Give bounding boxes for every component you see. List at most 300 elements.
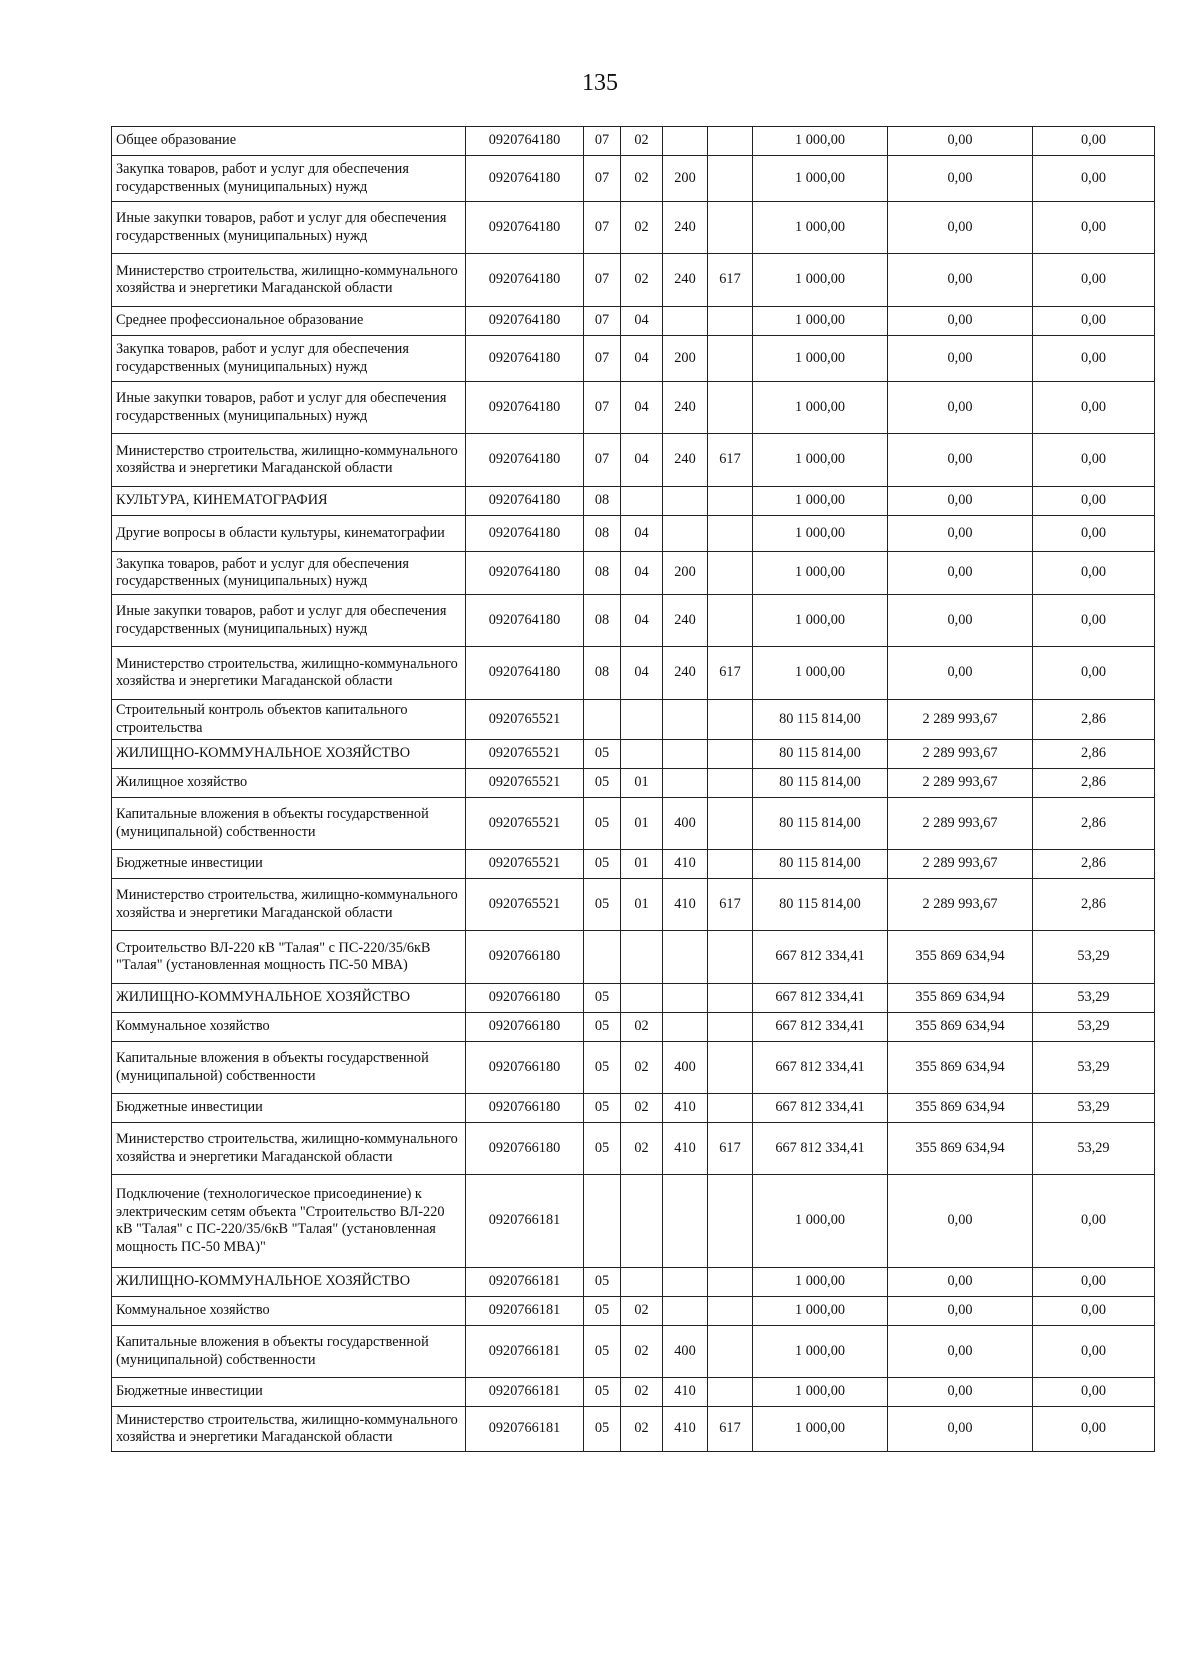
row-name: Закупка товаров, работ и услуг для обеспечения государственных (муниципальных) нужд [112, 552, 466, 595]
row-section: 08 [584, 487, 621, 516]
row-code: 0920766181 [466, 1175, 584, 1268]
row-subsection: 04 [621, 516, 663, 552]
table-row [112, 1175, 1155, 1268]
row-ministry-code [708, 1175, 753, 1268]
table-row [112, 516, 1155, 552]
row-name: Министерство строительства, жилищно-коммунального хозяйства и энергетики Магаданской области [112, 1123, 466, 1175]
row-executed-amount: 0,00 [888, 1297, 1033, 1326]
row-executed-amount: 0,00 [888, 254, 1033, 307]
row-ministry-code [708, 382, 753, 434]
row-code: 0920764180 [466, 202, 584, 254]
row-subsection: 04 [621, 434, 663, 487]
row-expense-type: 400 [663, 798, 708, 850]
row-executed-amount: 0,00 [888, 156, 1033, 202]
table-row [112, 1378, 1155, 1407]
row-section: 07 [584, 434, 621, 487]
row-percent: 53,29 [1033, 1042, 1155, 1094]
row-name: Капитальные вложения в объекты государственной (муниципальной) собственности [112, 1326, 466, 1378]
table-row [112, 434, 1155, 487]
row-percent: 0,00 [1033, 202, 1155, 254]
row-name: Капитальные вложения в объекты государственной (муниципальной) собственности [112, 1042, 466, 1094]
row-percent: 53,29 [1033, 984, 1155, 1013]
row-subsection: 02 [621, 1123, 663, 1175]
row-code: 0920765521 [466, 700, 584, 740]
row-expense-type: 410 [663, 1378, 708, 1407]
row-code: 0920764180 [466, 156, 584, 202]
row-expense-type: 200 [663, 552, 708, 595]
row-section: 05 [584, 740, 621, 769]
table-row [112, 382, 1155, 434]
table-row [112, 1268, 1155, 1297]
row-section: 08 [584, 516, 621, 552]
row-executed-amount: 0,00 [888, 1407, 1033, 1452]
row-plan-amount: 667 812 334,41 [753, 1094, 888, 1123]
row-section [584, 1175, 621, 1268]
row-subsection: 02 [621, 1326, 663, 1378]
row-ministry-code [708, 487, 753, 516]
table-row [112, 879, 1155, 931]
row-executed-amount: 355 869 634,94 [888, 1013, 1033, 1042]
row-section: 05 [584, 1378, 621, 1407]
row-percent: 2,86 [1033, 879, 1155, 931]
row-executed-amount: 355 869 634,94 [888, 1123, 1033, 1175]
row-percent: 0,00 [1033, 1268, 1155, 1297]
table-row [112, 931, 1155, 984]
row-subsection: 02 [621, 127, 663, 156]
row-name: Бюджетные инвестиции [112, 1094, 466, 1123]
row-percent: 0,00 [1033, 487, 1155, 516]
row-section: 08 [584, 552, 621, 595]
row-name: ЖИЛИЩНО-КОММУНАЛЬНОЕ ХОЗЯЙСТВО [112, 1268, 466, 1297]
row-executed-amount: 355 869 634,94 [888, 984, 1033, 1013]
row-name: Министерство строительства, жилищно-коммунального хозяйства и энергетики Магаданской области [112, 647, 466, 700]
row-ministry-code: 617 [708, 254, 753, 307]
row-section: 05 [584, 1013, 621, 1042]
row-expense-type [663, 984, 708, 1013]
row-plan-amount: 1 000,00 [753, 487, 888, 516]
table-row [112, 202, 1155, 254]
table-row [112, 700, 1155, 740]
row-subsection [621, 1268, 663, 1297]
row-percent: 0,00 [1033, 254, 1155, 307]
row-percent: 0,00 [1033, 1297, 1155, 1326]
row-expense-type: 410 [663, 850, 708, 879]
row-expense-type: 240 [663, 595, 708, 647]
row-section: 05 [584, 984, 621, 1013]
row-section [584, 931, 621, 984]
row-executed-amount: 355 869 634,94 [888, 931, 1033, 984]
row-percent: 0,00 [1033, 1326, 1155, 1378]
row-subsection [621, 1175, 663, 1268]
row-executed-amount: 2 289 993,67 [888, 879, 1033, 931]
row-ministry-code [708, 127, 753, 156]
table-row [112, 254, 1155, 307]
row-subsection: 01 [621, 879, 663, 931]
row-executed-amount: 0,00 [888, 307, 1033, 336]
row-ministry-code [708, 1297, 753, 1326]
row-name: Иные закупки товаров, работ и услуг для обеспечения государственных (муниципальных) нужд [112, 595, 466, 647]
row-executed-amount: 0,00 [888, 127, 1033, 156]
row-section: 07 [584, 156, 621, 202]
row-executed-amount: 0,00 [888, 487, 1033, 516]
row-subsection: 02 [621, 1297, 663, 1326]
budget-table [111, 126, 1155, 1452]
row-ministry-code [708, 202, 753, 254]
row-ministry-code: 617 [708, 647, 753, 700]
table-row [112, 740, 1155, 769]
row-ministry-code: 617 [708, 879, 753, 931]
row-expense-type: 410 [663, 1123, 708, 1175]
row-subsection: 01 [621, 769, 663, 798]
row-plan-amount: 1 000,00 [753, 382, 888, 434]
row-ministry-code [708, 740, 753, 769]
row-expense-type: 200 [663, 336, 708, 382]
row-executed-amount: 2 289 993,67 [888, 740, 1033, 769]
row-subsection: 04 [621, 595, 663, 647]
row-percent: 0,00 [1033, 595, 1155, 647]
row-name: Строительный контроль объектов капитального строительства [112, 700, 466, 740]
row-section: 07 [584, 127, 621, 156]
row-expense-type: 400 [663, 1042, 708, 1094]
row-ministry-code [708, 595, 753, 647]
row-expense-type: 200 [663, 156, 708, 202]
table-body [112, 127, 1155, 1452]
row-subsection: 02 [621, 1407, 663, 1452]
row-name: Бюджетные инвестиции [112, 1378, 466, 1407]
row-plan-amount: 667 812 334,41 [753, 1013, 888, 1042]
row-code: 0920765521 [466, 740, 584, 769]
row-name: Министерство строительства, жилищно-коммунального хозяйства и энергетики Магаданской области [112, 254, 466, 307]
row-plan-amount: 1 000,00 [753, 202, 888, 254]
row-executed-amount: 0,00 [888, 1378, 1033, 1407]
table-row [112, 487, 1155, 516]
row-name: Капитальные вложения в объекты государственной (муниципальной) собственности [112, 798, 466, 850]
row-executed-amount: 0,00 [888, 552, 1033, 595]
row-percent: 2,86 [1033, 740, 1155, 769]
row-executed-amount: 2 289 993,67 [888, 798, 1033, 850]
table-row [112, 336, 1155, 382]
row-subsection: 02 [621, 156, 663, 202]
row-code: 0920764180 [466, 595, 584, 647]
row-section: 07 [584, 202, 621, 254]
row-percent: 0,00 [1033, 1407, 1155, 1452]
row-section: 07 [584, 307, 621, 336]
row-section: 05 [584, 1407, 621, 1452]
row-expense-type [663, 1175, 708, 1268]
row-name: Иные закупки товаров, работ и услуг для обеспечения государственных (муниципальных) нужд [112, 202, 466, 254]
row-section: 07 [584, 382, 621, 434]
row-subsection [621, 487, 663, 516]
row-ministry-code [708, 1268, 753, 1297]
row-plan-amount: 667 812 334,41 [753, 1123, 888, 1175]
row-code: 0920764180 [466, 516, 584, 552]
row-code: 0920764180 [466, 382, 584, 434]
row-expense-type [663, 769, 708, 798]
row-name: Министерство строительства, жилищно-коммунального хозяйства и энергетики Магаданской области [112, 1407, 466, 1452]
row-plan-amount: 1 000,00 [753, 336, 888, 382]
row-percent: 53,29 [1033, 1013, 1155, 1042]
row-code: 0920766181 [466, 1297, 584, 1326]
row-plan-amount: 667 812 334,41 [753, 931, 888, 984]
row-ministry-code [708, 336, 753, 382]
row-percent: 0,00 [1033, 156, 1155, 202]
row-executed-amount: 0,00 [888, 1175, 1033, 1268]
row-section: 07 [584, 336, 621, 382]
row-plan-amount: 80 115 814,00 [753, 850, 888, 879]
row-code: 0920764180 [466, 307, 584, 336]
row-subsection: 02 [621, 254, 663, 307]
row-code: 0920764180 [466, 552, 584, 595]
row-subsection: 04 [621, 307, 663, 336]
row-executed-amount: 2 289 993,67 [888, 850, 1033, 879]
row-subsection: 04 [621, 647, 663, 700]
row-code: 0920764180 [466, 127, 584, 156]
row-name: Министерство строительства, жилищно-коммунального хозяйства и энергетики Магаданской области [112, 879, 466, 931]
row-percent: 0,00 [1033, 434, 1155, 487]
row-subsection [621, 931, 663, 984]
row-section: 05 [584, 769, 621, 798]
row-percent: 2,86 [1033, 700, 1155, 740]
row-plan-amount: 1 000,00 [753, 1268, 888, 1297]
row-plan-amount: 1 000,00 [753, 1175, 888, 1268]
row-code: 0920766181 [466, 1326, 584, 1378]
row-plan-amount: 1 000,00 [753, 434, 888, 487]
table-row [112, 1326, 1155, 1378]
row-subsection: 04 [621, 552, 663, 595]
row-code: 0920765521 [466, 798, 584, 850]
row-percent: 0,00 [1033, 516, 1155, 552]
row-plan-amount: 1 000,00 [753, 307, 888, 336]
row-plan-amount: 667 812 334,41 [753, 984, 888, 1013]
row-expense-type: 240 [663, 202, 708, 254]
page-number: 135 [582, 70, 618, 96]
row-percent: 53,29 [1033, 1123, 1155, 1175]
row-section: 08 [584, 647, 621, 700]
row-plan-amount: 1 000,00 [753, 254, 888, 307]
row-executed-amount: 0,00 [888, 1326, 1033, 1378]
row-code: 0920766181 [466, 1268, 584, 1297]
row-expense-type [663, 516, 708, 552]
row-code: 0920765521 [466, 879, 584, 931]
row-name: Закупка товаров, работ и услуг для обеспечения государственных (муниципальных) нужд [112, 156, 466, 202]
row-ministry-code [708, 1094, 753, 1123]
row-executed-amount: 0,00 [888, 336, 1033, 382]
row-executed-amount: 0,00 [888, 434, 1033, 487]
row-plan-amount: 1 000,00 [753, 156, 888, 202]
row-expense-type [663, 1268, 708, 1297]
row-expense-type: 240 [663, 647, 708, 700]
row-subsection: 02 [621, 1042, 663, 1094]
row-ministry-code [708, 850, 753, 879]
row-name: Строительство ВЛ-220 кВ "Талая" с ПС-220/35/6кВ "Талая" (установленная мощность ПС-50 МВА) [112, 931, 466, 984]
row-ministry-code [708, 769, 753, 798]
row-subsection [621, 700, 663, 740]
row-name: Жилищное хозяйство [112, 769, 466, 798]
row-expense-type [663, 1013, 708, 1042]
row-plan-amount: 667 812 334,41 [753, 1042, 888, 1094]
table-row [112, 1042, 1155, 1094]
row-subsection: 01 [621, 798, 663, 850]
row-executed-amount: 0,00 [888, 382, 1033, 434]
row-name: ЖИЛИЩНО-КОММУНАЛЬНОЕ ХОЗЯЙСТВО [112, 984, 466, 1013]
row-percent: 2,86 [1033, 850, 1155, 879]
row-name: Общее образование [112, 127, 466, 156]
row-ministry-code [708, 1042, 753, 1094]
row-executed-amount: 0,00 [888, 1268, 1033, 1297]
row-ministry-code [708, 931, 753, 984]
row-code: 0920766180 [466, 1123, 584, 1175]
table-row [112, 647, 1155, 700]
table-row [112, 798, 1155, 850]
row-ministry-code [708, 552, 753, 595]
row-code: 0920766180 [466, 984, 584, 1013]
row-section: 08 [584, 595, 621, 647]
table-row [112, 1407, 1155, 1452]
row-ministry-code [708, 798, 753, 850]
row-plan-amount: 1 000,00 [753, 552, 888, 595]
row-plan-amount: 1 000,00 [753, 1407, 888, 1452]
row-ministry-code [708, 1326, 753, 1378]
row-executed-amount: 2 289 993,67 [888, 769, 1033, 798]
row-executed-amount: 2 289 993,67 [888, 700, 1033, 740]
row-name: Закупка товаров, работ и услуг для обеспечения государственных (муниципальных) нужд [112, 336, 466, 382]
row-code: 0920764180 [466, 647, 584, 700]
row-plan-amount: 1 000,00 [753, 127, 888, 156]
row-section: 05 [584, 798, 621, 850]
row-name: Министерство строительства, жилищно-коммунального хозяйства и энергетики Магаданской области [112, 434, 466, 487]
row-executed-amount: 355 869 634,94 [888, 1042, 1033, 1094]
table-row [112, 1297, 1155, 1326]
row-code: 0920766180 [466, 1042, 584, 1094]
row-section: 07 [584, 254, 621, 307]
row-plan-amount: 1 000,00 [753, 1378, 888, 1407]
row-code: 0920766180 [466, 1094, 584, 1123]
row-plan-amount: 1 000,00 [753, 516, 888, 552]
row-plan-amount: 80 115 814,00 [753, 700, 888, 740]
row-subsection: 02 [621, 1013, 663, 1042]
row-section: 05 [584, 1042, 621, 1094]
row-executed-amount: 0,00 [888, 516, 1033, 552]
row-name: Другие вопросы в области культуры, кинематографии [112, 516, 466, 552]
row-ministry-code [708, 1378, 753, 1407]
row-code: 0920764180 [466, 336, 584, 382]
row-subsection [621, 984, 663, 1013]
row-subsection: 04 [621, 382, 663, 434]
row-ministry-code: 617 [708, 1407, 753, 1452]
row-subsection: 02 [621, 202, 663, 254]
row-section [584, 700, 621, 740]
row-percent: 53,29 [1033, 931, 1155, 984]
table-row [112, 850, 1155, 879]
row-ministry-code: 617 [708, 434, 753, 487]
row-plan-amount: 80 115 814,00 [753, 769, 888, 798]
row-code: 0920764180 [466, 487, 584, 516]
table-row [112, 1123, 1155, 1175]
row-percent: 0,00 [1033, 1378, 1155, 1407]
row-expense-type [663, 487, 708, 516]
row-name: Коммунальное хозяйство [112, 1297, 466, 1326]
row-executed-amount: 355 869 634,94 [888, 1094, 1033, 1123]
row-percent: 2,86 [1033, 769, 1155, 798]
row-expense-type [663, 1297, 708, 1326]
row-percent: 2,86 [1033, 798, 1155, 850]
row-section: 05 [584, 1123, 621, 1175]
row-code: 0920766180 [466, 1013, 584, 1042]
row-code: 0920765521 [466, 850, 584, 879]
row-section: 05 [584, 879, 621, 931]
table-row [112, 307, 1155, 336]
row-ministry-code [708, 700, 753, 740]
row-executed-amount: 0,00 [888, 202, 1033, 254]
row-percent: 53,29 [1033, 1094, 1155, 1123]
row-expense-type: 410 [663, 1407, 708, 1452]
row-code: 0920765521 [466, 769, 584, 798]
row-subsection: 04 [621, 336, 663, 382]
row-code: 0920766181 [466, 1378, 584, 1407]
row-executed-amount: 0,00 [888, 595, 1033, 647]
row-percent: 0,00 [1033, 1175, 1155, 1268]
row-ministry-code [708, 1013, 753, 1042]
row-percent: 0,00 [1033, 647, 1155, 700]
row-code: 0920764180 [466, 254, 584, 307]
row-plan-amount: 80 115 814,00 [753, 740, 888, 769]
row-ministry-code [708, 307, 753, 336]
row-subsection: 01 [621, 850, 663, 879]
row-plan-amount: 1 000,00 [753, 647, 888, 700]
row-plan-amount: 1 000,00 [753, 595, 888, 647]
row-expense-type: 240 [663, 254, 708, 307]
row-subsection: 02 [621, 1094, 663, 1123]
row-ministry-code [708, 156, 753, 202]
row-section: 05 [584, 1268, 621, 1297]
row-name: Коммунальное хозяйство [112, 1013, 466, 1042]
row-section: 05 [584, 1297, 621, 1326]
row-name: КУЛЬТУРА, КИНЕМАТОГРАФИЯ [112, 487, 466, 516]
row-code: 0920766181 [466, 1407, 584, 1452]
table-row [112, 984, 1155, 1013]
row-expense-type: 240 [663, 434, 708, 487]
row-subsection [621, 740, 663, 769]
row-percent: 0,00 [1033, 382, 1155, 434]
row-section: 05 [584, 850, 621, 879]
table-row [112, 552, 1155, 595]
row-name: Среднее профессиональное образование [112, 307, 466, 336]
row-expense-type: 410 [663, 879, 708, 931]
row-executed-amount: 0,00 [888, 647, 1033, 700]
table-row [112, 595, 1155, 647]
table-row [112, 127, 1155, 156]
row-percent: 0,00 [1033, 127, 1155, 156]
row-code: 0920766180 [466, 931, 584, 984]
row-name: Бюджетные инвестиции [112, 850, 466, 879]
row-percent: 0,00 [1033, 336, 1155, 382]
table-row [112, 769, 1155, 798]
row-section: 05 [584, 1094, 621, 1123]
table-row [112, 156, 1155, 202]
row-expense-type [663, 931, 708, 984]
row-plan-amount: 1 000,00 [753, 1297, 888, 1326]
row-subsection: 02 [621, 1378, 663, 1407]
row-name: Подключение (технологическое присоединение) к электрическим сетям объекта "Строительство ВЛ-220 кВ "Талая" с ПС-220/35/6кВ "Талая" (установленная мощность ПС-50 МВА)" [112, 1175, 466, 1268]
row-expense-type [663, 127, 708, 156]
row-percent: 0,00 [1033, 307, 1155, 336]
row-expense-type [663, 740, 708, 769]
table-row [112, 1094, 1155, 1123]
row-ministry-code [708, 516, 753, 552]
row-name: Иные закупки товаров, работ и услуг для обеспечения государственных (муниципальных) нужд [112, 382, 466, 434]
row-expense-type: 400 [663, 1326, 708, 1378]
row-expense-type: 240 [663, 382, 708, 434]
